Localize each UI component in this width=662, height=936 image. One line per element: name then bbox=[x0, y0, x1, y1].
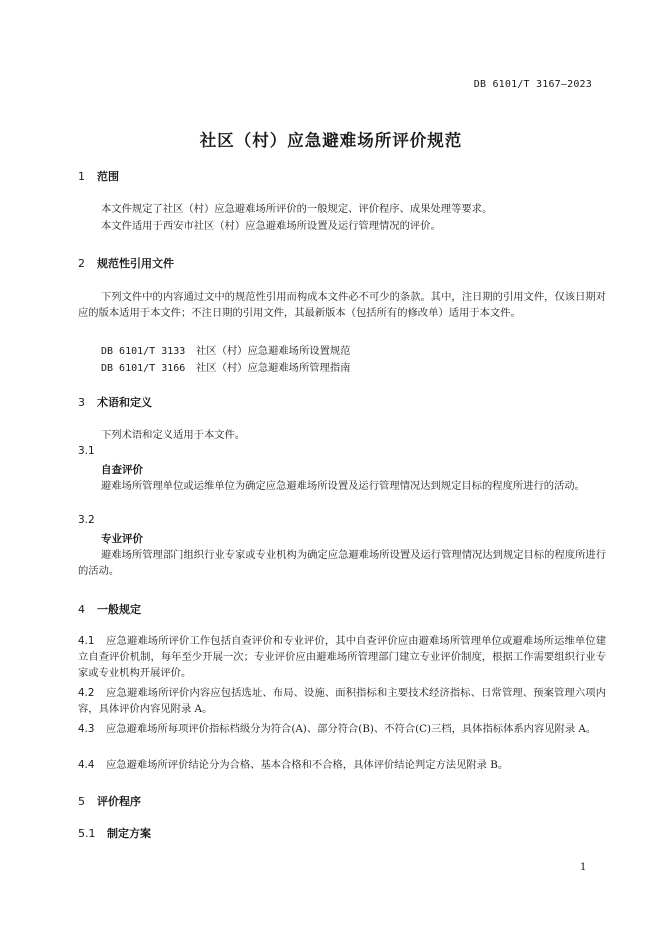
section-title: 制定方案 bbox=[107, 827, 151, 840]
section-4-heading bbox=[78, 601, 141, 617]
clause-text: 应急避难场所每项评价指标档级分为符合(A)、部分符合(B)、不符合(C)三档，具体指标体系内容见附录 A。 bbox=[106, 723, 597, 735]
section-title: 范围 bbox=[97, 170, 119, 183]
clause-paragraph bbox=[78, 633, 606, 681]
scope-paragraph-2: 本文件适用于西安市社区（村）应急避难场所设置及运行管理情况的评价。 bbox=[101, 220, 441, 232]
terms-intro-paragraph: 下列术语和定义适用于本文件。 bbox=[101, 429, 246, 441]
clause-number: 4.2 bbox=[78, 687, 95, 699]
term-number: 3.2 bbox=[78, 514, 95, 526]
term-name: 专业评价 bbox=[101, 533, 143, 545]
reference-code: DB 6101/T 3133 bbox=[101, 346, 186, 357]
clause-text: 应急避难场所评价内容应包括选址、布局、设施、面积指标和主要技术经济指标、日常管理、预案管理六项内容，具体评价内容见附录 A。 bbox=[78, 687, 606, 715]
section-1-heading bbox=[78, 168, 119, 184]
clause-text: 应急避难场所评价工作包括自查评价和专业评价，其中自查评价应由避难场所管理单位或避难场所运维单位建立自查评价机制，每年至少开展一次；专业评价应由避难场所管理部门建立专业评价制度，根据工作需要组织行业专家或专业机构开展评价。 bbox=[78, 635, 606, 679]
normative-reference-item bbox=[101, 359, 350, 374]
clause-number: 4.3 bbox=[78, 723, 95, 735]
clause-text: 应急避难场所评价结论分为合格、基本合格和不合格，具体评价结论判定方法见附录 B。 bbox=[106, 759, 509, 771]
normative-intro-paragraph: 下列文件中的内容通过文中的规范性引用而构成本文件必不可少的条款。其中，注日期的引用文件，仅该日期对应的版本适用于本文件；不注日期的引用文件，其最新版本（包括所有的修改单）适用于本文件。 bbox=[78, 291, 606, 319]
section-title: 术语和定义 bbox=[97, 396, 152, 409]
section-number: 3 bbox=[78, 396, 85, 409]
section-3-heading bbox=[78, 394, 152, 410]
section-5-heading bbox=[78, 793, 141, 809]
page-number: 1 bbox=[580, 862, 587, 873]
section-title: 规范性引用文件 bbox=[97, 257, 174, 270]
term-definition: 避难场所管理单位或运维单位为确定应急避难场所设置及运行管理情况达到规定目标的程度所进行的活动。 bbox=[101, 480, 585, 492]
section-number: 1 bbox=[78, 170, 85, 183]
section-number: 5 bbox=[78, 795, 85, 808]
section-number: 4 bbox=[78, 603, 85, 616]
section-2-heading bbox=[78, 255, 174, 271]
scope-paragraph-1: 本文件规定了社区（村）应急避难场所评价的一般规定、评价程序、成果处理等要求。 bbox=[101, 203, 493, 215]
section-number: 2 bbox=[78, 257, 85, 270]
normative-reference-item bbox=[101, 342, 350, 357]
page-title: 社区（村）应急避难场所评价规范 bbox=[199, 131, 463, 150]
clause-paragraph bbox=[78, 721, 606, 737]
clause-paragraph bbox=[78, 685, 606, 717]
document-code-header: DB 6101/T 3167—2023 bbox=[473, 79, 592, 90]
term-definition: 避难场所管理部门组织行业专家或专业机构为确定应急避难场所设置及运行管理情况达到规定目标的程度所进行的活动。 bbox=[78, 549, 606, 577]
reference-title: 社区（村）应急避难场所设置规范 bbox=[196, 345, 351, 357]
term-number: 3.1 bbox=[78, 445, 95, 457]
section-title: 评价程序 bbox=[97, 795, 141, 808]
clause-number: 4.1 bbox=[78, 635, 95, 647]
reference-title: 社区（村）应急避难场所管理指南 bbox=[196, 362, 351, 374]
section-5-1-heading bbox=[78, 825, 151, 841]
clause-paragraph bbox=[78, 757, 606, 773]
clause-number: 4.4 bbox=[78, 759, 95, 771]
section-title: 一般规定 bbox=[97, 603, 141, 616]
term-name: 自查评价 bbox=[101, 464, 143, 476]
reference-code: DB 6101/T 3166 bbox=[101, 363, 186, 374]
section-number: 5.1 bbox=[78, 827, 96, 840]
